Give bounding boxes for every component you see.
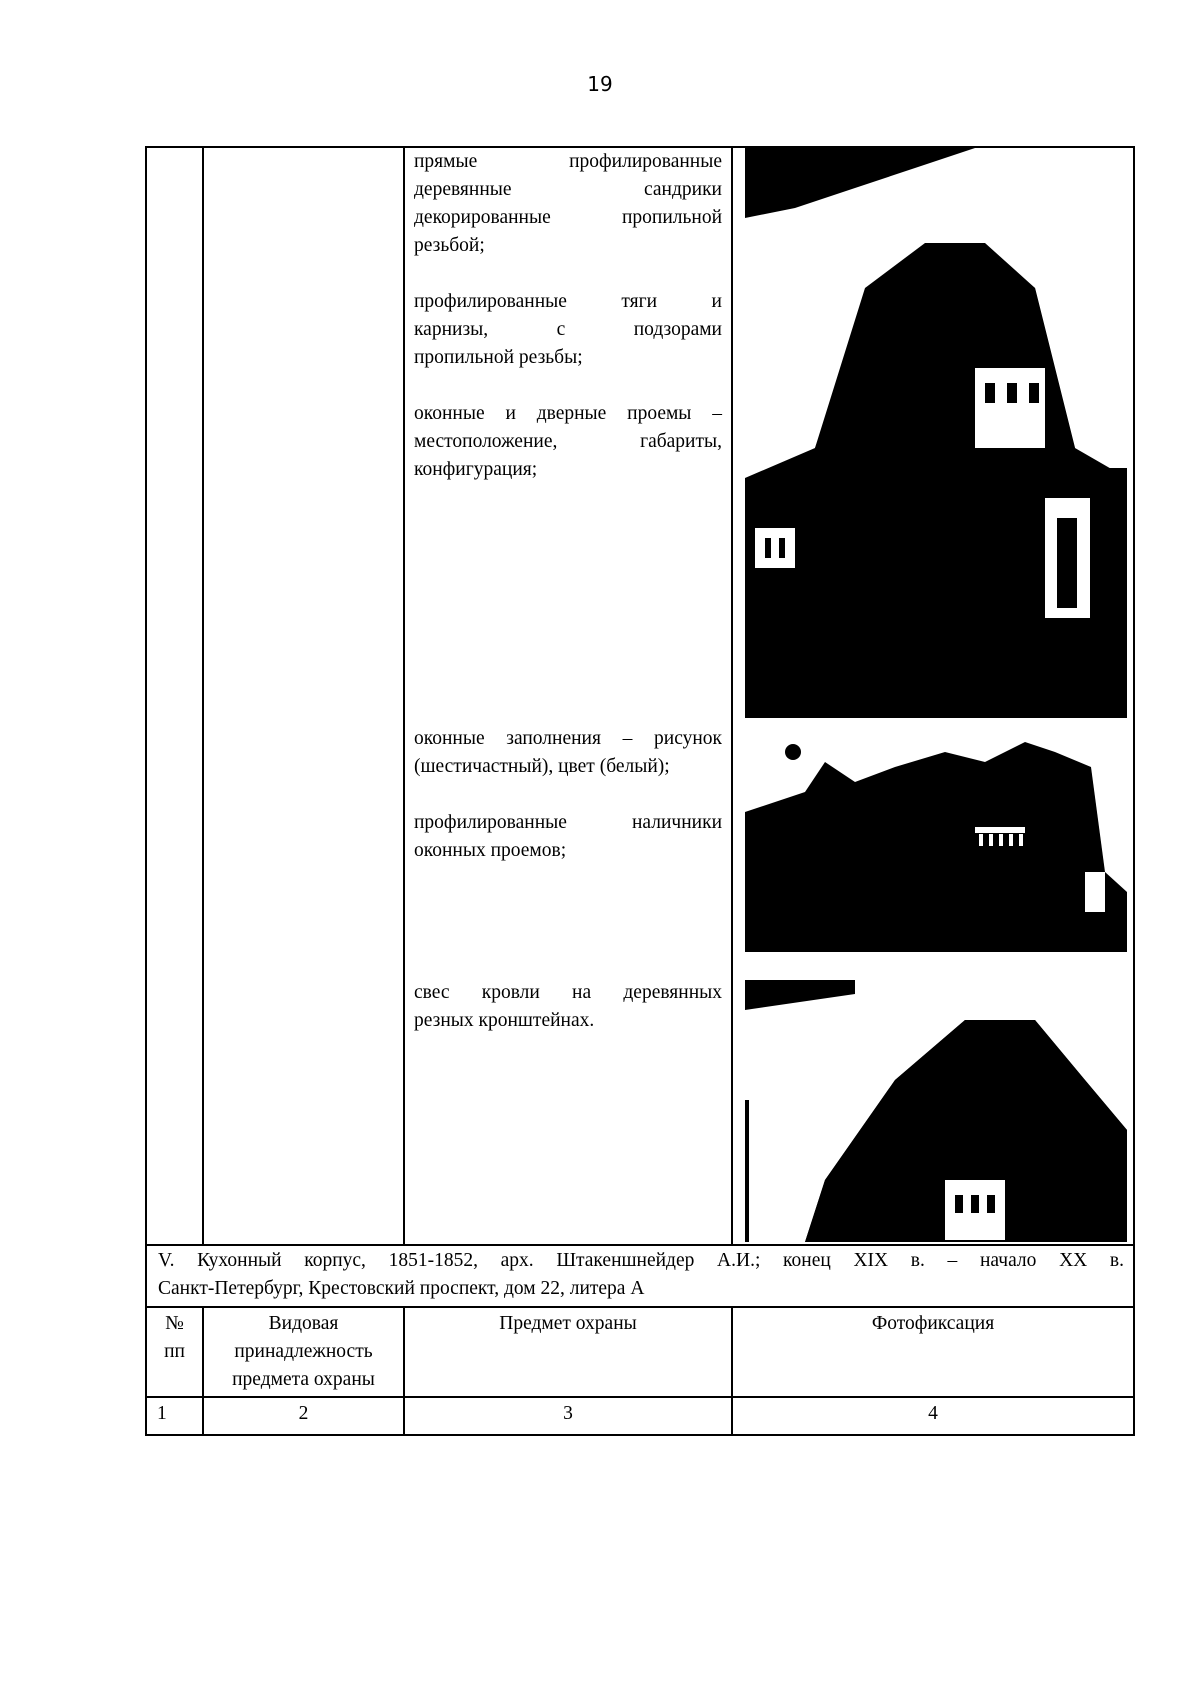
text-line: конфигурация; xyxy=(414,459,538,480)
header-number-line: пп xyxy=(164,1341,185,1362)
text-line: свес кровли на деревянных xyxy=(414,982,722,1003)
text-line: оконные заполнения – рисунок xyxy=(414,728,722,749)
column-number-4: 4 xyxy=(928,1403,938,1424)
text-line: резьбой; xyxy=(414,235,485,256)
photo-facade-3 xyxy=(745,980,1127,1242)
text-line: карнизы, с подзорами xyxy=(414,319,722,340)
header-number-line: № xyxy=(165,1313,184,1334)
protection-subject-text-top xyxy=(414,148,722,512)
paragraph-sves xyxy=(414,979,722,1035)
header-type-line: принадлежность xyxy=(234,1341,373,1362)
page-number: 19 xyxy=(587,72,613,96)
header-col-number xyxy=(147,1310,202,1366)
photo-facade-1 xyxy=(745,148,1127,718)
protection-subject-text-middle xyxy=(414,725,722,893)
paragraph-proemy xyxy=(414,400,722,484)
header-col-type xyxy=(204,1310,403,1394)
section-title-line-1: V. Кухонный корпус, 1851-1852, арх. Штакеншнейдер А.И.; конец XIX в. – начало XX в. xyxy=(158,1250,1124,1271)
header-type-line: предмета охраны xyxy=(232,1369,375,1390)
section-title xyxy=(158,1247,1124,1303)
photo-facade-2 xyxy=(745,722,1127,976)
paragraph-sandriki xyxy=(414,148,722,260)
text-line: оконных проемов; xyxy=(414,840,567,861)
paragraph-zapolneniya xyxy=(414,725,722,781)
text-line: декорированные пропильной xyxy=(414,207,722,228)
protection-subject-text-bottom xyxy=(414,979,722,1063)
text-line: пропильной резьбы; xyxy=(414,347,583,368)
text-line: профилированные наличники xyxy=(414,812,722,833)
text-line: местоположение, габариты, xyxy=(414,431,722,452)
text-line: деревянные сандрики xyxy=(414,179,722,200)
column-number-1: 1 xyxy=(157,1403,167,1424)
column-number-3: 3 xyxy=(563,1403,573,1424)
header-col-subject: Предмет охраны xyxy=(499,1313,637,1334)
text-line: оконные и дверные проемы – xyxy=(414,403,722,424)
paragraph-nalichniki xyxy=(414,809,722,865)
column-number-2: 2 xyxy=(298,1403,309,1424)
text-line: (шестичастный), цвет (белый); xyxy=(414,756,670,777)
header-type-line: Видовая xyxy=(268,1313,339,1334)
section-title-line-2: Санкт-Петербург, Крестовский проспект, дом 22, литера А xyxy=(158,1278,645,1299)
text-line: прямые профилированные xyxy=(414,151,722,172)
paragraph-tyagi xyxy=(414,288,722,372)
text-line: профилированные тяги и xyxy=(414,291,722,312)
text-line: резных кронштейнах. xyxy=(414,1010,595,1031)
header-col-photo: Фотофиксация xyxy=(871,1313,995,1334)
